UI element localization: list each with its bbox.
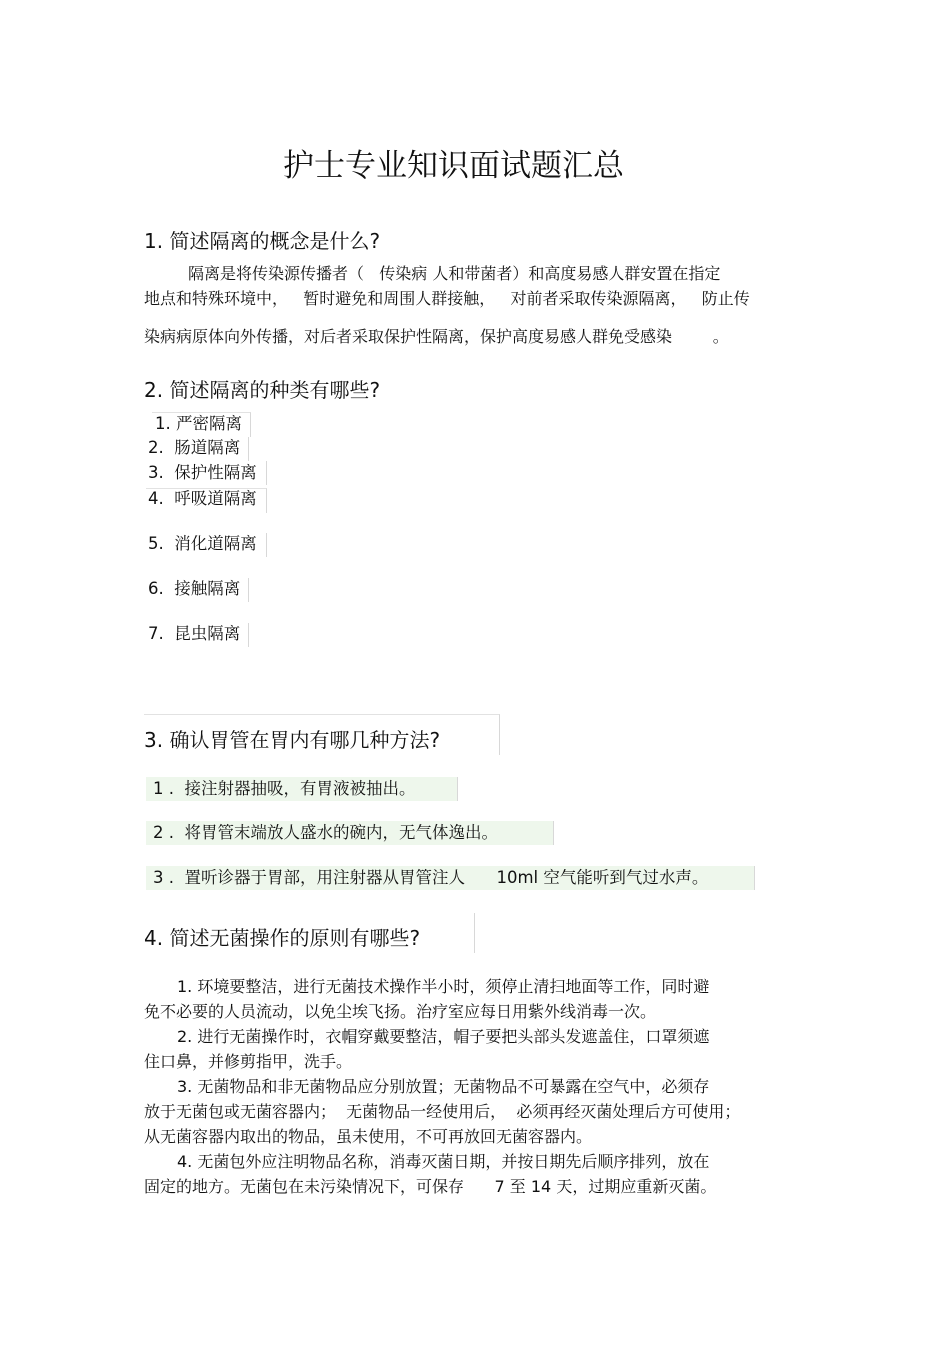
isolation-type-item: 3. 保护性隔离 [148,463,257,482]
question-4-heading: 4. 简述无菌操作的原则有哪些? [144,926,421,950]
question-4-line-9: 固定的地方。无菌包在未污染情况下，可保存 7 至 14 天，过期应重新灭菌。 [144,1177,717,1196]
method-item: 2 . 将胃管末端放人盛水的碗内，无气体逸出。 [153,823,498,842]
question-4-line-7: 从无菌容器内取出的物品，虽未使用，不可再放回无菌容器内。 [144,1127,593,1146]
isolation-type-item: 4. 呼吸道隔离 [148,489,257,508]
method-item: 1 . 接注射器抽吸，有胃液被抽出。 [153,779,416,798]
question-3-heading: 3. 确认胃管在胃内有哪几种方法? [144,728,441,752]
isolation-type-item: 1. 严密隔离 [155,414,242,433]
question-4-line-4: 住口鼻，并修剪指甲，洗手。 [144,1052,353,1071]
question-1-line-3: 染病病原体向外传播，对后者采取保护性隔离，保护高度易感人群免受感染 。 [144,327,729,346]
question-4-line-1: 1. 环境要整洁，进行无菌技术操作半小时，须停止清扫地面等工作，同时避 [177,977,710,996]
question-2-heading: 2. 简述隔离的种类有哪些? [144,378,381,402]
isolation-type-item: 5. 消化道隔离 [148,534,257,553]
question-4-line-6: 放于无菌包或无菌容器内； 无菌物品一经使用后， 必须再经灭菌处理后方可使用； [144,1102,741,1121]
question-1-line-1: 隔离是将传染源传播者（ 传染病 人和带菌者）和高度易感人群安置在指定 [188,264,721,283]
question-1-line-2: 地点和特殊环境中， 暂时避免和周围人群接触， 对前者采取传染源隔离， 防止传 [144,289,750,308]
method-item: 3 . 置听诊器于胃部，用注射器从胃管注人 10ml 空气能听到气过水声。 [153,868,709,887]
isolation-type-item: 6. 接触隔离 [148,579,241,598]
isolation-type-item: 2. 肠道隔离 [148,438,241,457]
question-4-line-2: 免不必要的人员流动，以免尘埃飞扬。治疗室应每日用紫外线消毒一次。 [144,1002,657,1021]
question-1-heading: 1. 简述隔离的概念是什么? [144,229,381,253]
question-4-line-3: 2. 进行无菌操作时，衣帽穿戴要整洁，帽子要把头部头发遮盖住，口罩须遮 [177,1027,710,1046]
question-4-line-5: 3. 无菌物品和非无菌物品应分别放置；无菌物品不可暴露在空气中，必须存 [177,1077,710,1096]
question-4-line-8: 4. 无菌包外应注明物品名称，消毒灭菌日期，并按日期先后顺序排列，放在 [177,1152,710,1171]
document-title: 护士专业知识面试题汇总 [283,148,624,184]
isolation-type-item: 7. 昆虫隔离 [148,624,241,643]
